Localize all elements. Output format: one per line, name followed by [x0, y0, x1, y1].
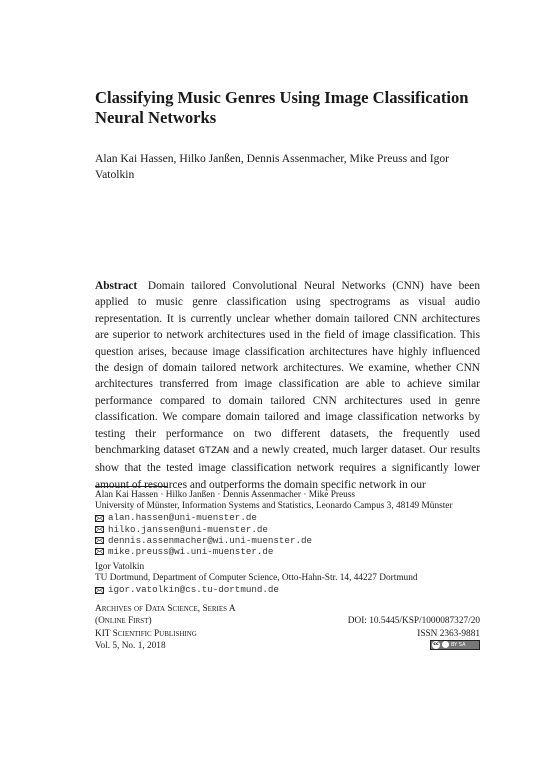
email-row	[95, 512, 485, 523]
affiliation-institution: TU Dortmund, Department of Computer Science, Otto-Hahn-Str. 14, 44227 Dortmund	[95, 573, 418, 584]
publisher: KIT Scientific Publishing	[95, 628, 197, 639]
email-link[interactable]: alan.hassen@uni-muenster.de	[108, 512, 257, 524]
pub-row-publisher	[95, 628, 480, 640]
title-line-1: Classifying Music Genres Using Image Classification	[95, 88, 469, 107]
envelope-icon	[95, 515, 104, 522]
title-line-2: Neural Networks	[95, 108, 217, 127]
footnote-rule	[95, 486, 167, 487]
affiliation-block-2	[95, 562, 485, 596]
author-list	[95, 151, 475, 183]
envelope-icon	[95, 537, 104, 544]
envelope-icon	[95, 587, 104, 594]
journal-edition: (Online First)	[95, 616, 152, 627]
abstract-text-part-1: Domain tailored Convolutional Neural Networks (CNN) have been applied to music genre classification using spectrograms as visual audio representation. It is currently unclear whether domain tailored CNN architectures are superior to network architectures used in the field of image classification. This question arises, because image classification architectures have highly influenced the design of domain tailored network architectures. We examine, whether CNN architectures transferred from image classification are able to achieve similar performance compared to domain tailored CNN architectures used in genre classification. We compare domain tailored and image classification networks by testing their performance on two different datasets, the frequently used benchmarking dataset	[95, 280, 480, 457]
volume: Vol. 5, No. 1, 2018	[95, 640, 166, 651]
email-row	[95, 535, 485, 546]
email-link[interactable]: hilko.janssen@uni-muenster.de	[108, 523, 268, 535]
email-link[interactable]: dennis.assenmacher@wi.uni-muenster.de	[108, 534, 312, 546]
envelope-icon	[95, 526, 104, 533]
affiliation-institution: University of Münster, Information Systems and Statistics, Leonardo Campus 3, 48149 Münster	[95, 501, 453, 512]
email-row	[95, 524, 485, 535]
affiliation-names: Alan Kai Hassen · Hilko Janßen · Dennis Assenmacher · Mike Preuss	[95, 490, 355, 500]
paper-title	[95, 88, 475, 128]
affiliation-block-1	[95, 490, 485, 557]
email-row	[95, 546, 485, 557]
by-icon	[442, 641, 449, 648]
issn: ISSN 2363-9881	[417, 628, 480, 639]
cc-circle: cc	[433, 641, 439, 647]
cc-license-icon[interactable]	[430, 640, 480, 650]
pub-row-journal	[95, 603, 480, 615]
authors-line-2: Vatolkin	[95, 168, 135, 181]
abstract	[95, 278, 480, 491]
pub-row-edition	[95, 615, 480, 627]
envelope-icon	[95, 548, 104, 555]
publication-info	[95, 603, 480, 652]
license-text: BY SA	[451, 641, 466, 648]
email-row	[95, 584, 485, 595]
abstract-label: Abstract	[95, 280, 138, 292]
email-link[interactable]: mike.preuss@wi.uni-muenster.de	[108, 546, 274, 558]
pub-row-volume	[95, 640, 480, 652]
journal-name: Archives of Data Science, Series A	[95, 604, 236, 614]
doi[interactable]: DOI: 10.5445/KSP/1000087327/20	[347, 616, 480, 627]
authors-line-1: Alan Kai Hassen, Hilko Janßen, Dennis Assenmacher, Mike Preuss and Igor	[95, 152, 450, 165]
email-link[interactable]: igor.vatolkin@cs.tu-dortmund.de	[108, 584, 279, 596]
dataset-name: GTZAN	[198, 446, 230, 458]
abstract-text-part-2: and a newly created, much larger dataset. Our results show that the tested image classification network requires a significantly lower amount of resources and outperforms the domain specific network in our	[95, 444, 480, 491]
affiliation-name: Igor Vatolkin	[95, 562, 145, 572]
